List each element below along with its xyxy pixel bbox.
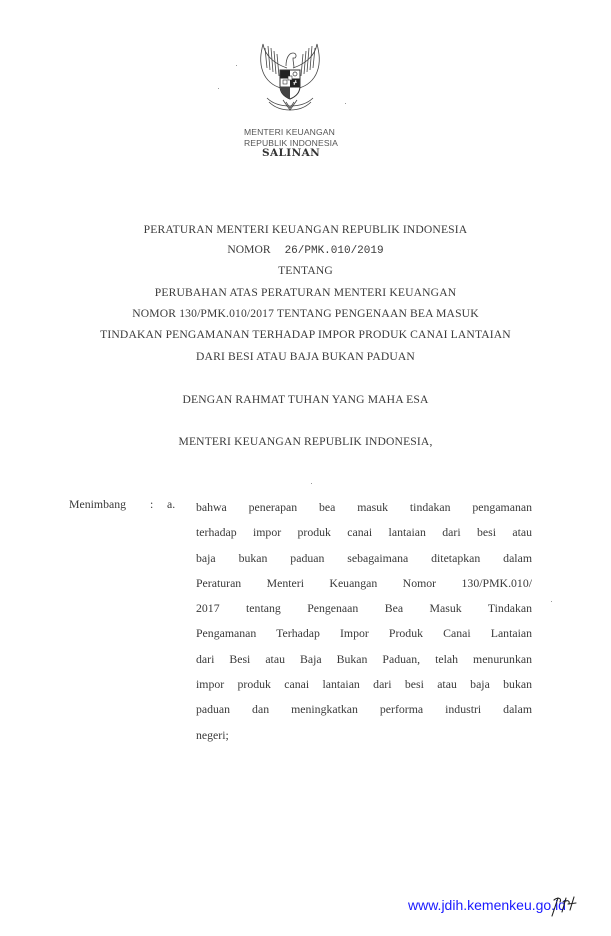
paragraph-line: Peraturan Menteri Keuangan Nomor 130/PMK.010/: [196, 575, 532, 590]
paragraph-line: paduan dan meningkatkan performa industri dalam: [196, 702, 532, 717]
jdih-website-link[interactable]: www.jdih.kemenkeu.go.id: [408, 897, 566, 913]
menimbang-label: Menimbang: [69, 497, 127, 511]
paragraph-line: impor produk canai lantaian dari besi atau baja bukan: [196, 677, 532, 692]
paragraph-line: 2017 tentang Pengenaan Bea Masuk Tindakan: [196, 601, 532, 616]
ministry-name-line1: MENTERI KEUANGAN: [244, 127, 335, 137]
scan-speck: [551, 601, 552, 602]
nomor-label: NOMOR: [227, 243, 271, 256]
garuda-emblem-icon: [253, 38, 327, 118]
consideration-paragraph-a: [196, 495, 532, 748]
paragraph-line: dari Besi atau Baja Bukan Paduan, telah menurunkan: [196, 651, 532, 666]
paragraph-line: negeri;: [196, 727, 229, 742]
scan-speck: [345, 103, 346, 104]
scan-speck: [218, 88, 219, 89]
tentang-label: TENTANG: [278, 264, 333, 277]
subject-line-2: NOMOR 130/PMK.010/2017 TENTANG PENGENAAN BEA MASUK: [132, 307, 479, 320]
paragraph-line: terhadap impor produk canai lantaian dari besi atau: [196, 525, 532, 540]
item-marker-a: a.: [167, 497, 176, 511]
paragraph-line: Pengamanan Terhadap Impor Produk Canai Lantaian: [196, 626, 532, 641]
subject-line-4: DARI BESI ATAU BAJA BUKAN PADUAN: [196, 350, 415, 363]
copy-stamp: SALINAN: [262, 147, 321, 159]
subject-line-1: PERUBAHAN ATAS PERATURAN MENTERI KEUANGAN: [154, 286, 457, 299]
scan-speck: [311, 483, 312, 484]
issuer: MENTERI KEUANGAN REPUBLIK INDONESIA,: [178, 435, 433, 448]
ministry-name-line2: REPUBLIK INDONESIA: [244, 138, 338, 148]
paragraph-line: bahwa penerapan bea masuk tindakan pengamanan: [196, 500, 532, 514]
nomor-value: 26/PMK.010/2019: [284, 245, 384, 257]
scan-speck: [236, 65, 237, 66]
invocation: DENGAN RAHMAT TUHAN YANG MAHA ESA: [182, 393, 429, 406]
regulation-number: [0, 243, 611, 257]
handwritten-initials-icon: [548, 892, 578, 918]
paragraph-line: baja bukan paduan sebagaimana ditetapkan dalam: [196, 550, 532, 565]
subject-line-3: TINDAKAN PENGAMANAN TERHADAP IMPOR PRODUK CANAI LANTAIAN: [100, 328, 511, 341]
menimbang-colon: :: [150, 497, 154, 511]
regulation-heading: PERATURAN MENTERI KEUANGAN REPUBLIK INDONESIA: [143, 223, 468, 236]
